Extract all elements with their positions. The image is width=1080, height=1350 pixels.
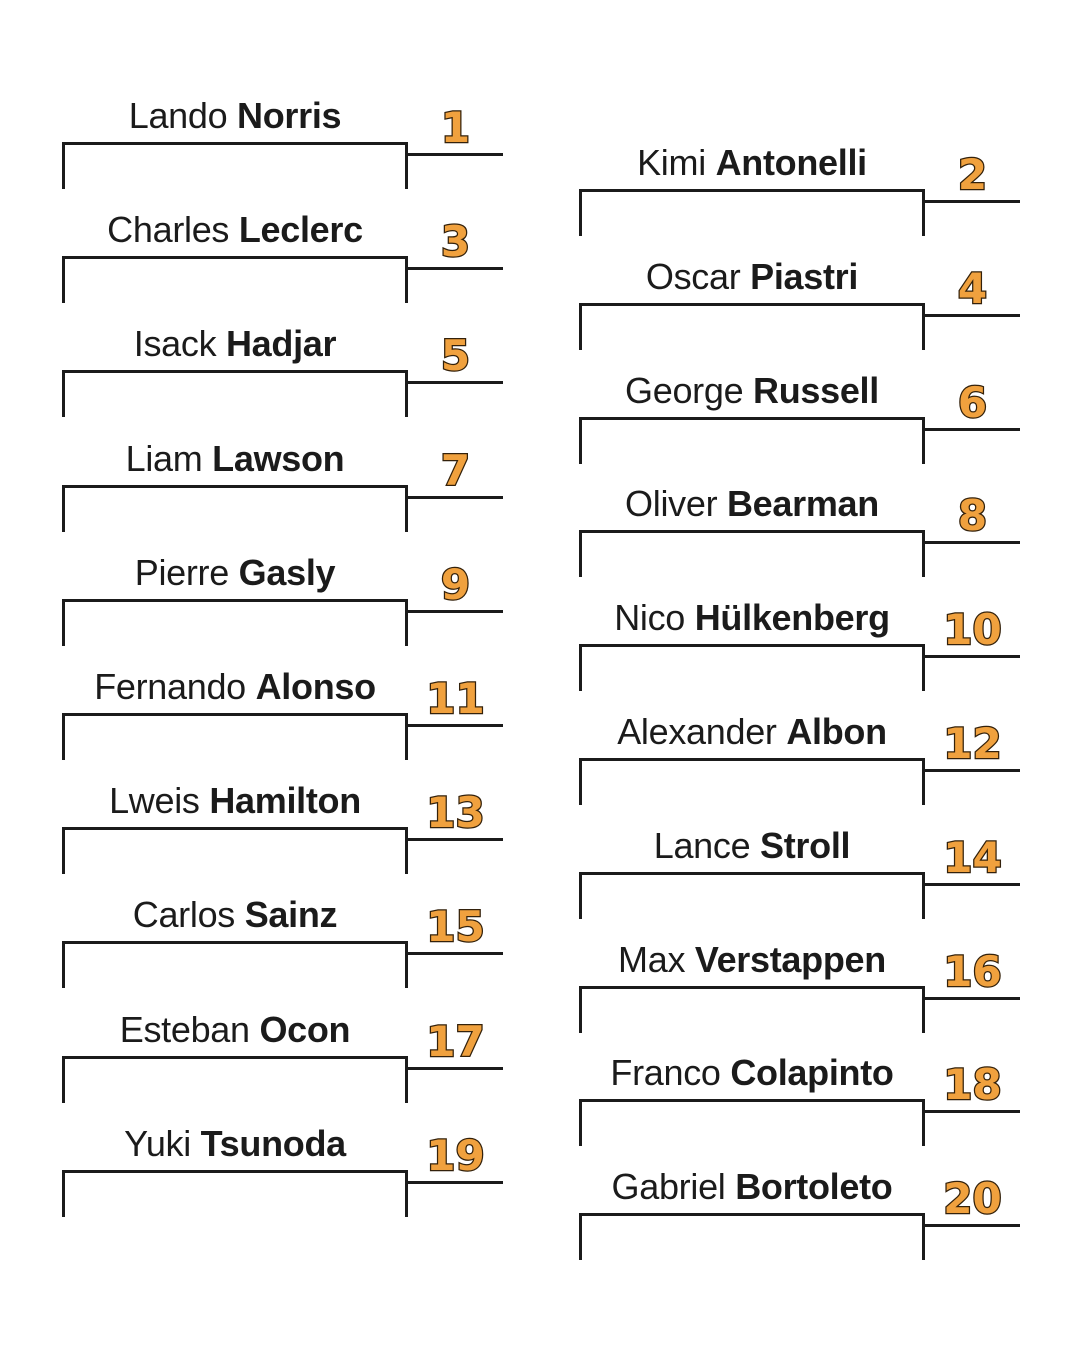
driver-last-name: Leclerc: [238, 209, 363, 251]
bracket-connector-line: [925, 1110, 1020, 1113]
bracket-entry: [62, 553, 503, 648]
driver-first-name: Lweis: [109, 780, 200, 822]
bracket-entry: [579, 940, 1020, 1035]
bracket-slot-line: [62, 713, 408, 760]
bracket-entry: [579, 1053, 1020, 1148]
bracket-connector-line: [925, 769, 1020, 772]
bracket-slot-line: [579, 417, 925, 464]
bracket-entry: [62, 1124, 503, 1219]
bracket-slot-line: [579, 303, 925, 350]
seed-number: 11: [426, 674, 485, 723]
seed-number: 4: [957, 263, 988, 313]
driver-last-name: Russell: [753, 369, 879, 411]
bracket-entry: [62, 1010, 503, 1105]
bracket-slot-line: [62, 485, 408, 532]
driver-name: [62, 667, 408, 707]
driver-last-name: Ocon: [259, 1008, 351, 1050]
seed-number: 15: [426, 902, 485, 952]
driver-first-name: George: [625, 369, 744, 411]
driver-first-name: Fernando: [94, 666, 246, 707]
bracket-connector-line: [925, 428, 1020, 431]
seed-number: 13: [426, 788, 485, 838]
driver-name: [62, 96, 408, 136]
bracket-entry: [579, 598, 1020, 693]
driver-name: [62, 781, 408, 821]
driver-last-name: Verstappen: [694, 938, 886, 980]
bracket-connector-line: [925, 314, 1020, 317]
bracket-slot-line: [62, 1170, 408, 1217]
bracket-entry: [62, 96, 503, 191]
driver-name: [579, 598, 925, 638]
driver-first-name: Esteban: [119, 1008, 250, 1050]
driver-last-name: Bortoleto: [735, 1166, 893, 1208]
driver-name: [62, 553, 408, 593]
bracket-connector-line: [408, 724, 503, 727]
bracket-entry: [579, 712, 1020, 807]
driver-first-name: Franco: [610, 1052, 721, 1094]
driver-last-name: Piastri: [750, 255, 859, 297]
driver-last-name: Norris: [237, 95, 342, 136]
bracket-connector-line: [925, 655, 1020, 658]
driver-first-name: Nico: [614, 597, 686, 639]
driver-first-name: Gabriel: [611, 1166, 726, 1208]
driver-name: [62, 895, 408, 935]
bracket-entry: [62, 667, 503, 762]
driver-last-name: Hülkenberg: [694, 597, 890, 639]
driver-first-name: Lance: [653, 824, 751, 866]
driver-first-name: Oliver: [625, 483, 718, 525]
seed-number: 5: [440, 331, 471, 381]
driver-first-name: Alexander: [617, 711, 777, 752]
driver-last-name: Tsunoda: [200, 1122, 346, 1164]
bracket-entry: [62, 895, 503, 990]
bracket-entry: [62, 781, 503, 876]
driver-first-name: Lando: [128, 95, 228, 136]
seed-number: 2: [957, 150, 988, 199]
bracket-entry: [579, 257, 1020, 352]
bracket-connector-line: [408, 1067, 503, 1070]
seed-number: 17: [426, 1016, 485, 1066]
driver-name: [62, 324, 408, 364]
driver-last-name: Lawson: [212, 437, 345, 479]
seed-number: 10: [943, 605, 1002, 655]
seed-number: 3: [440, 217, 471, 267]
driver-last-name: Alonso: [255, 666, 376, 707]
bracket-connector-line: [408, 838, 503, 841]
driver-last-name: Albon: [786, 711, 887, 752]
bracket-connector-line: [925, 200, 1020, 203]
bracket-entry: [62, 210, 503, 305]
driver-first-name: Kimi: [637, 142, 706, 183]
driver-first-name: Oscar: [645, 255, 741, 297]
driver-name: [579, 712, 925, 752]
bracket-connector-line: [408, 610, 503, 613]
driver-first-name: Liam: [125, 437, 203, 479]
bracket-entry: [579, 371, 1020, 466]
bracket-slot-line: [62, 1056, 408, 1103]
bracket-slot-line: [62, 256, 408, 303]
driver-name: [62, 1010, 408, 1050]
driver-last-name: Stroll: [760, 824, 851, 866]
driver-name: [579, 1053, 925, 1093]
bracket-connector-line: [925, 997, 1020, 1000]
driver-first-name: Pierre: [134, 551, 229, 593]
driver-last-name: Hamilton: [209, 780, 361, 822]
bracket-connector-line: [408, 381, 503, 384]
driver-last-name: Bearman: [726, 483, 879, 525]
bracket-connector-line: [408, 1181, 503, 1184]
seed-number: 9: [440, 559, 471, 609]
driver-first-name: Max: [618, 938, 686, 980]
seed-number: 7: [440, 445, 471, 495]
driver-last-name: Hadjar: [225, 323, 337, 365]
seed-number: 6: [957, 377, 988, 427]
driver-name: [579, 1167, 925, 1207]
bracket-slot-line: [62, 827, 408, 874]
bracket-entry: [579, 1167, 1020, 1262]
bracket-entry: [579, 484, 1020, 579]
bracket-slot-line: [579, 1213, 925, 1260]
bracket-slot-line: [62, 599, 408, 646]
bracket-connector-line: [408, 267, 503, 270]
driver-first-name: Carlos: [132, 894, 235, 936]
bracket-entry: [62, 324, 503, 419]
driver-name: [579, 371, 925, 411]
seed-number: 1: [440, 103, 471, 152]
bracket-slot-line: [579, 644, 925, 691]
bracket-slot-line: [62, 370, 408, 417]
driver-first-name: Yuki: [124, 1122, 191, 1164]
driver-name: [62, 439, 408, 479]
bracket-slot-line: [579, 872, 925, 919]
bracket-connector-line: [408, 952, 503, 955]
seed-number: 18: [943, 1060, 1002, 1110]
bracket-slot-line: [62, 142, 408, 189]
driver-last-name: Antonelli: [715, 142, 867, 183]
seed-number: 20: [943, 1174, 1002, 1224]
driver-name: [579, 257, 925, 297]
driver-last-name: Sainz: [244, 894, 338, 936]
bracket-slot-line: [579, 986, 925, 1033]
driver-name: [579, 826, 925, 866]
bracket-connector-line: [925, 1224, 1020, 1227]
seed-number: 14: [943, 832, 1002, 882]
seed-number: 19: [426, 1130, 485, 1180]
driver-name: [579, 484, 925, 524]
driver-name: [579, 143, 925, 183]
driver-name: [579, 940, 925, 980]
bracket-slot-line: [579, 530, 925, 577]
driver-first-name: Charles: [107, 209, 230, 251]
bracket-entry: [579, 826, 1020, 921]
bracket-slot-line: [62, 941, 408, 988]
bracket-slot-line: [579, 189, 925, 236]
bracket-entry: [62, 439, 503, 534]
driver-name: [62, 1124, 408, 1164]
driver-last-name: Gasly: [238, 551, 336, 593]
bracket-entry: [579, 143, 1020, 238]
bracket-connector-line: [925, 541, 1020, 544]
bracket-connector-line: [925, 883, 1020, 886]
bracket-slot-line: [579, 758, 925, 805]
driver-last-name: Colapinto: [730, 1052, 894, 1094]
bracket-connector-line: [408, 153, 503, 156]
seed-number: 12: [943, 719, 1002, 768]
seed-number: 8: [957, 491, 988, 541]
bracket-slot-line: [579, 1099, 925, 1146]
driver-first-name: Isack: [133, 323, 217, 365]
seed-number: 16: [943, 946, 1002, 996]
bracket-connector-line: [408, 496, 503, 499]
driver-name: [62, 210, 408, 250]
